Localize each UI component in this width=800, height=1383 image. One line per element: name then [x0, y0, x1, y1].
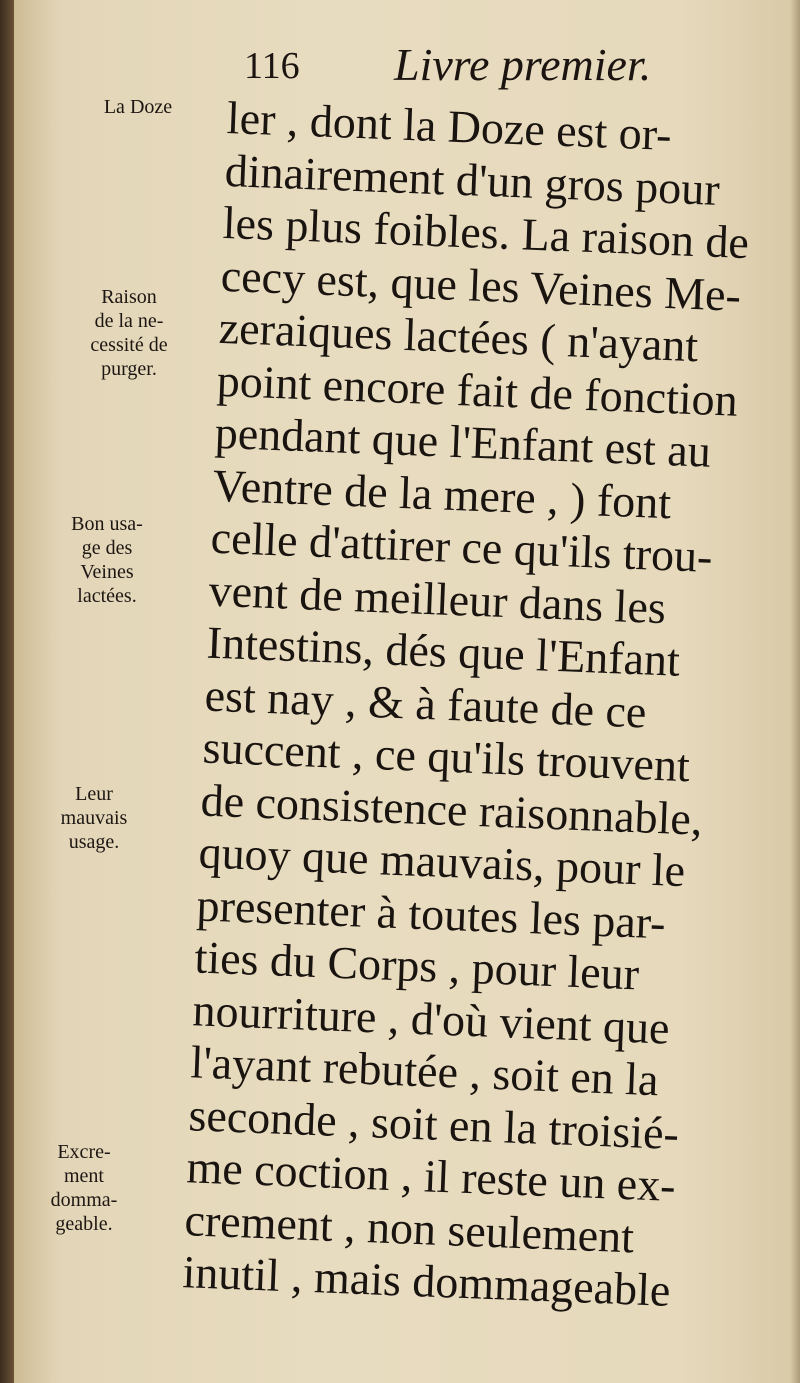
margin-note-line: Raison [101, 286, 157, 308]
margin-note-mauvais-usage [24, 782, 164, 854]
margin-note-la-doze [78, 95, 198, 119]
body-line: nourriture , d'où vient que [191, 983, 671, 1054]
margin-note-line: usage. [68, 831, 120, 853]
margin-note-line: mauvais [60, 807, 128, 829]
body-line: seconde , soit en la troisié- [187, 1088, 680, 1159]
margin-note-line: Veines [80, 561, 134, 583]
body-line: quoy que mauvais, pour le [197, 826, 687, 897]
body-line: est nay , & à faute de ce [203, 669, 648, 738]
margin-note-line: La Doze [103, 96, 173, 118]
body-line: point encore fait de fonction [215, 354, 739, 426]
body-line: zeraiques lactées ( n'ayant [217, 301, 700, 372]
body-line: presenter à toutes les par- [195, 878, 667, 948]
body-line: dinairement d'un gros pour [224, 144, 721, 215]
margin-note-line: cessité de [90, 334, 168, 356]
body-line: l'ayant rebutée , soit en la [189, 1036, 660, 1106]
margin-note-excrement [14, 1140, 154, 1236]
body-line: les plus foibles. La raison de [222, 196, 750, 269]
body-line: me coction , il reste un ex- [185, 1141, 677, 1211]
body-line: celle d'attirer ce qu'ils trou- [209, 511, 714, 582]
margin-note-line: ge des [81, 537, 133, 559]
margin-note-line: domma- [50, 1189, 118, 1211]
body-line: crement , non seulement [183, 1193, 635, 1262]
body-line: inutil , mais dommageable [181, 1246, 672, 1316]
body-line: ties du Corps , pour leur [193, 931, 641, 1000]
body-line: de consistence raisonnable, [199, 773, 704, 845]
body-line: Intestins, dés que l'Enfant [205, 616, 681, 686]
body-line: pendant que l'Enfant est au [213, 406, 712, 477]
page-header [244, 38, 724, 98]
body-line: succent , ce qu'ils trouvent [201, 721, 691, 792]
margin-note-line: Bon usa- [71, 513, 143, 535]
margin-note-line: ment [64, 1165, 104, 1187]
book-binding [0, 0, 14, 1383]
margin-note-raison [54, 285, 204, 381]
body-line: ler , dont la Doze est or- [226, 92, 673, 161]
margin-note-line: Leur [75, 783, 113, 805]
body-line: Ventre de la mere , ) font [211, 459, 673, 528]
margin-note-bon-usage [32, 512, 182, 608]
body-text [182, 92, 800, 1322]
margin-note-line: Excre- [57, 1141, 111, 1163]
margin-note-line: purger. [101, 358, 157, 380]
page-number: 116 [244, 45, 300, 87]
body-line: cecy est, que les Veines Me- [219, 249, 742, 321]
body-line: vent de meilleur dans les [207, 564, 667, 633]
margin-note-line: de la ne- [94, 310, 164, 332]
running-title: Livre premier. [394, 39, 652, 90]
margin-note-line: geable. [55, 1213, 113, 1235]
margin-note-line: lactées. [77, 585, 137, 607]
